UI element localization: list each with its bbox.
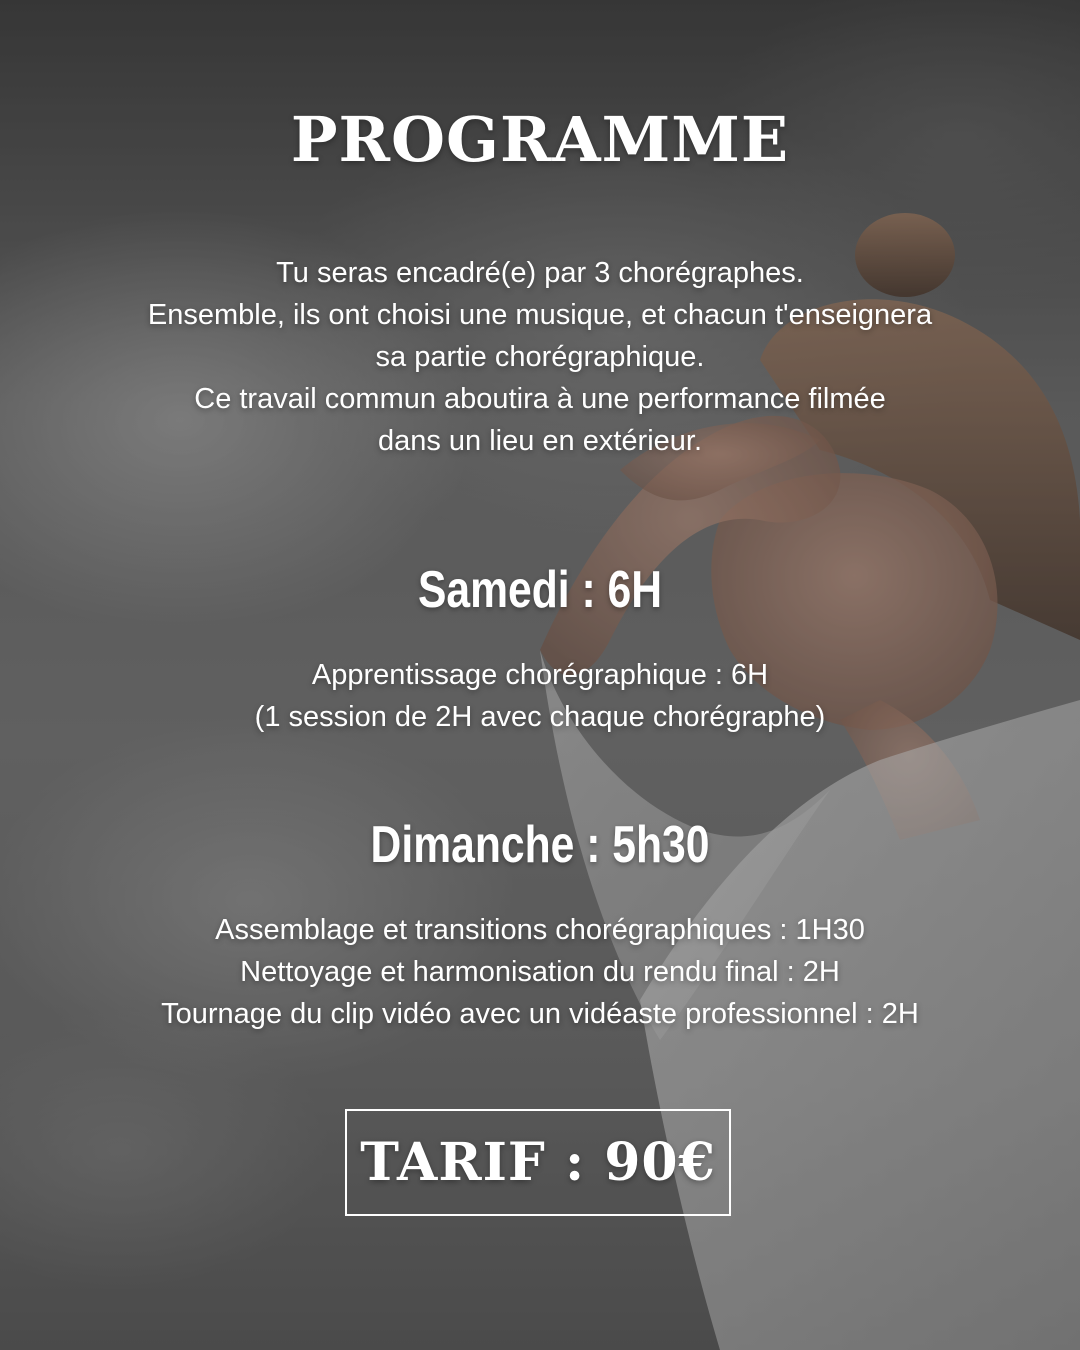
intro-line: Ensemble, ils ont choisi une musique, et chacun t'enseignera bbox=[147, 299, 933, 331]
intro-line: dans un lieu en extérieur. bbox=[377, 425, 703, 457]
price-box bbox=[345, 1109, 731, 1216]
schedule-line: (1 session de 2H avec chaque chorégraphe) bbox=[254, 701, 826, 733]
saturday-heading: Samedi : 6H bbox=[417, 561, 663, 619]
schedule-line: Apprentissage chorégraphique : 6H bbox=[311, 659, 769, 691]
schedule-line: Nettoyage et harmonisation du rendu final : 2H bbox=[240, 956, 840, 988]
schedule-line: Tournage du clip vidéo avec un vidéaste professionnel : 2H bbox=[161, 998, 919, 1030]
intro-line: Ce travail commun aboutira à une performance filmée bbox=[194, 383, 886, 415]
intro-line: Tu seras encadré(e) par 3 chorégraphes. bbox=[276, 257, 804, 289]
page-title: PROGRAMME bbox=[290, 103, 790, 176]
schedule-line: Assemblage et transitions chorégraphiques : 1H30 bbox=[215, 914, 865, 946]
intro-line: sa partie chorégraphique. bbox=[375, 341, 705, 373]
sunday-heading: Dimanche : 5h30 bbox=[370, 816, 710, 874]
sunday-schedule bbox=[40, 909, 1040, 1035]
price-label: TARIF : 90€ bbox=[360, 1132, 716, 1193]
saturday-schedule bbox=[40, 654, 1040, 738]
intro-text bbox=[40, 252, 1040, 462]
